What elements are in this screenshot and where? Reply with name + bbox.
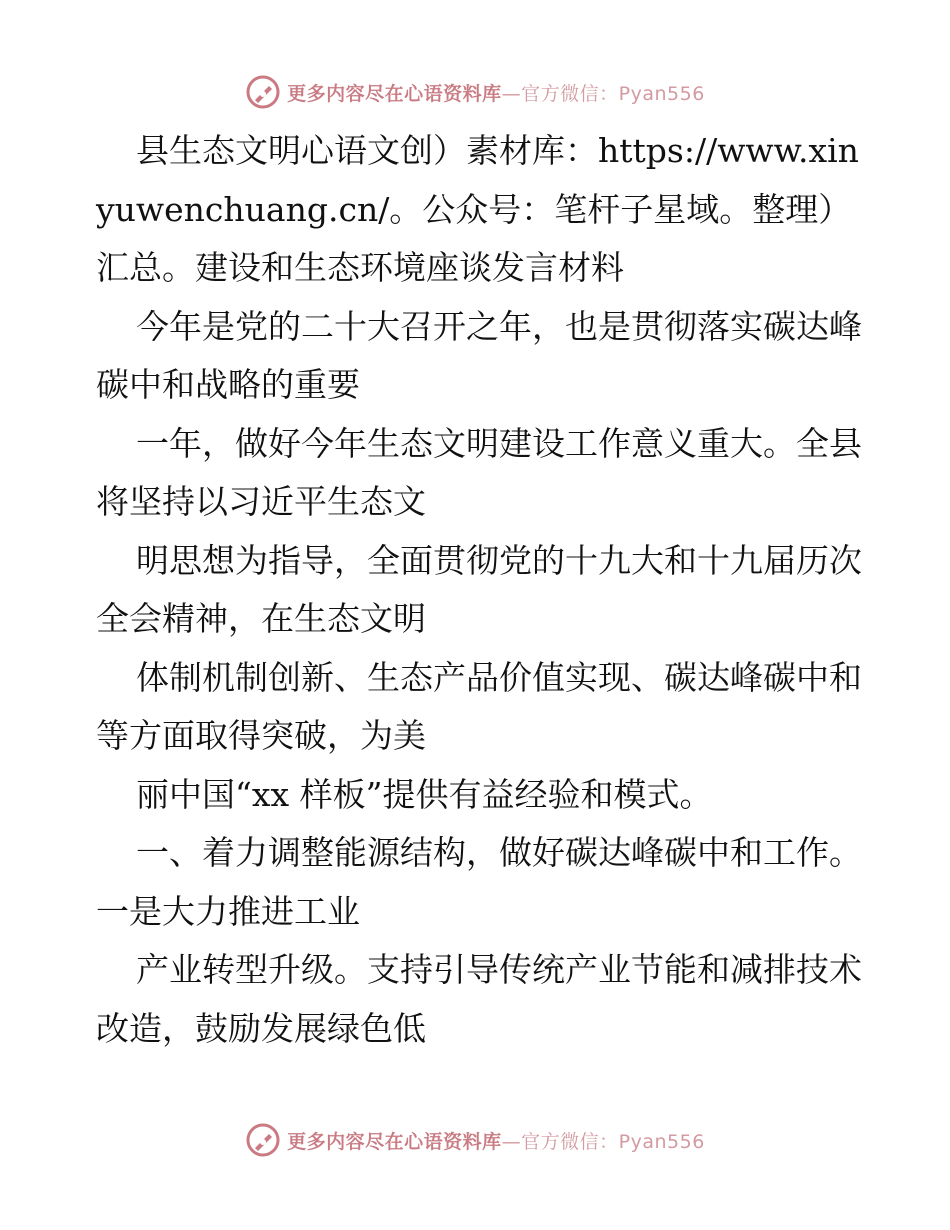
paragraph-7: 一、着力调整能源结构，做好碳达峰碳中和工作。一是大力推进工业 (96, 833, 862, 931)
paragraph-2: 今年是党的二十大召开之年，也是贯彻落实碳达峰碳中和战略的重要 (96, 306, 862, 404)
footer-brand-text: 更多内容尽在心语资料库—官方微信：Pyan556 (287, 1130, 705, 1153)
footer-contact-text: —官方微信：Pyan556 (501, 1130, 705, 1153)
header-brand-text: 更多内容尽在心语资料库—官方微信：Pyan556 (287, 82, 705, 105)
paragraph-6: 丽中国“xx 样板”提供有益经验和模式。 (136, 774, 713, 814)
paragraph-1: 县生态文明心语文创）素材库：https://www.xinyuwenchuang.cn/。公众号：笔杆子星域。整理）汇总。建设和生态环境座谈发言材料 (96, 131, 859, 287)
pen-logo-icon (245, 74, 281, 110)
header-contact-text: —官方微信：Pyan556 (501, 82, 705, 105)
footer-banner (0, 1120, 950, 1160)
paragraph-3: 一年，做好今年生态文明建设工作意义重大。全县将坚持以习近平生态文 (96, 423, 862, 521)
paragraph-4: 明思想为指导，全面贯彻党的十九大和十九届历次全会精神，在生态文明 (96, 540, 862, 638)
header-banner (0, 72, 950, 112)
paragraph-8: 产业转型升级。支持引导传统产业节能和减排技术改造，鼓励发展绿色低 (96, 950, 862, 1048)
paragraph-5: 体制机制创新、生态产品价值实现、碳达峰碳中和等方面取得突破，为美 (96, 657, 862, 755)
document-body (96, 122, 866, 1058)
pen-logo-icon (245, 1122, 281, 1158)
